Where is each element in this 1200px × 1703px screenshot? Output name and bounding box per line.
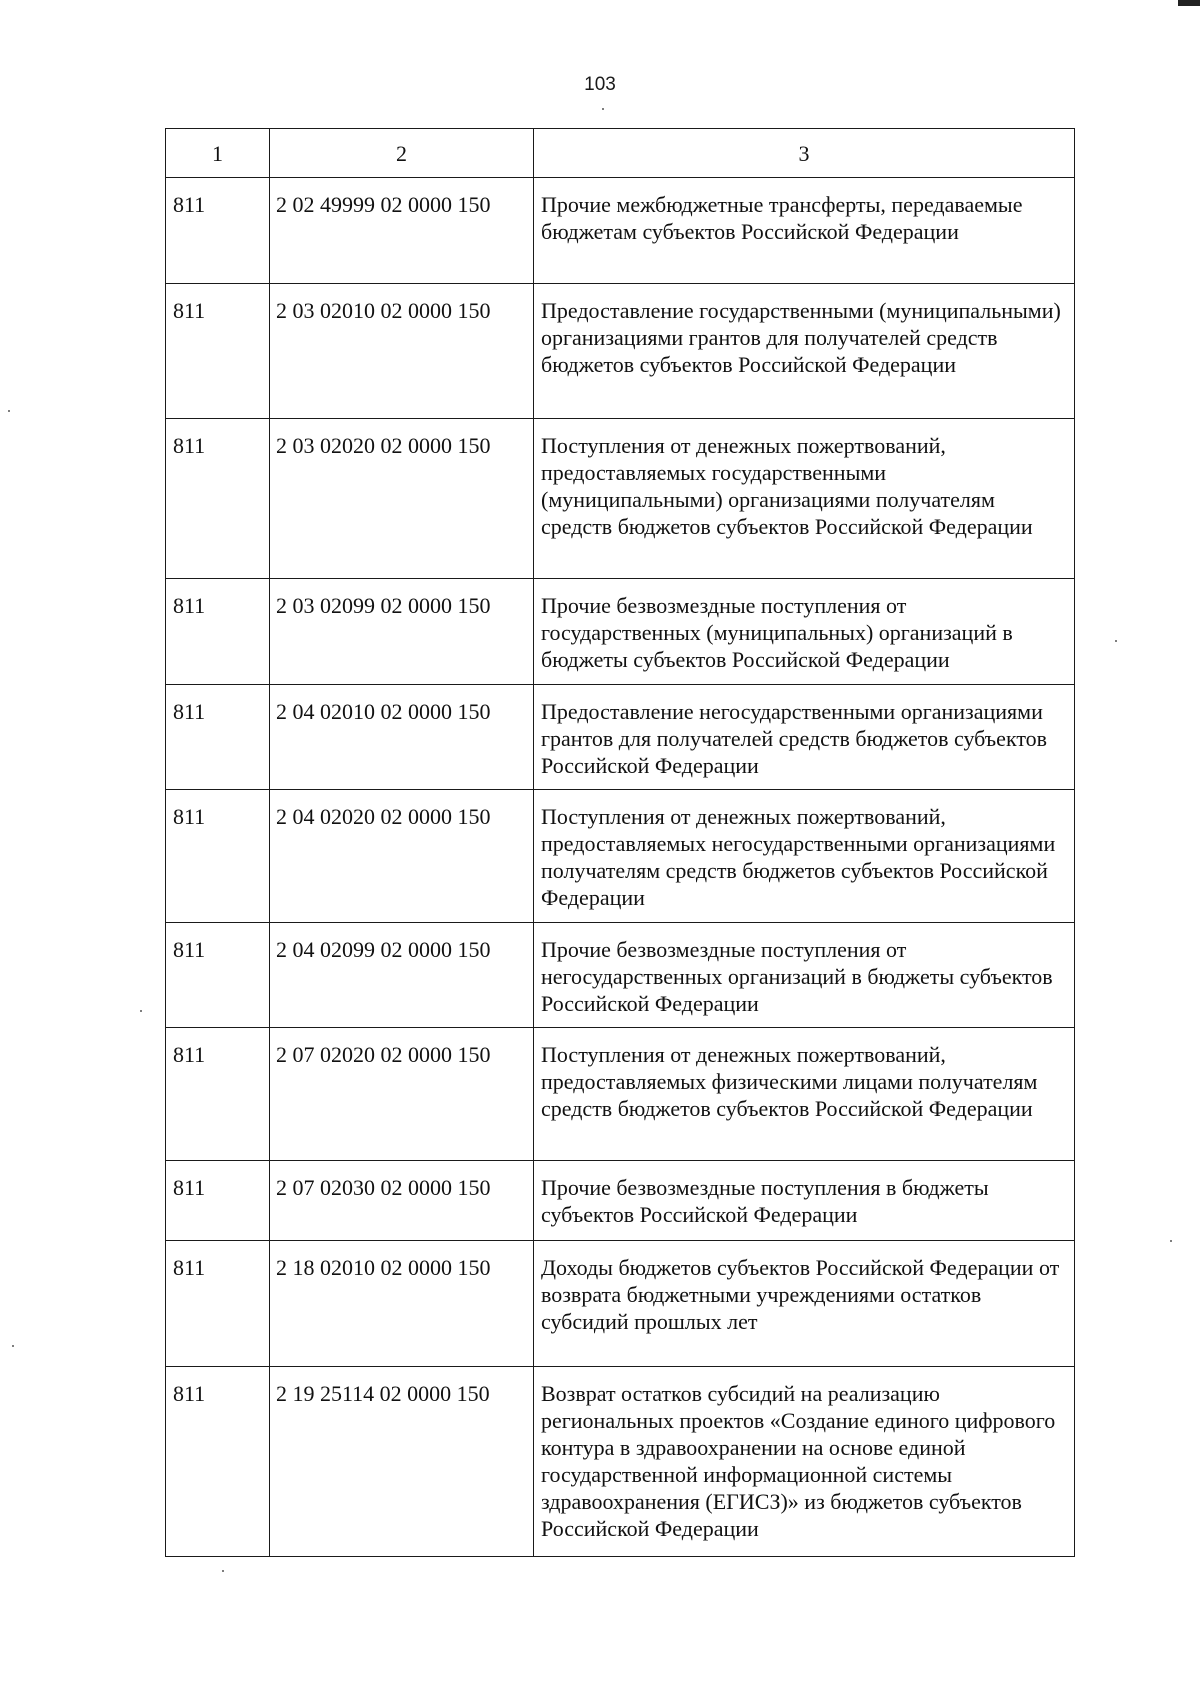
table-row [166, 419, 1075, 579]
revenue-name-cell: Доходы бюджетов субъектов Российской Федерации от возврата бюджетными учреждениями остатков субсидий прошлых лет [534, 1241, 1075, 1367]
budget-code-cell: 2 07 02020 02 0000 150 [270, 1028, 534, 1161]
budget-code-cell: 2 04 02010 02 0000 150 [270, 685, 534, 790]
revenue-name-cell: Прочие межбюджетные трансферты, передаваемые бюджетам субъектов Российской Федерации [534, 178, 1075, 284]
table-row [166, 1367, 1075, 1557]
scan-speck [12, 1345, 14, 1347]
budget-code-cell: 2 03 02099 02 0000 150 [270, 579, 534, 685]
revenue-name-cell: Прочие безвозмездные поступления от негосударственных организаций в бюджеты субъектов Российской Федерации [534, 923, 1075, 1028]
admin-code-cell: 811 [166, 284, 270, 419]
admin-code-cell: 811 [166, 1028, 270, 1161]
scan-speck [1115, 640, 1117, 642]
budget-code-cell: 2 18 02010 02 0000 150 [270, 1241, 534, 1367]
revenue-name-cell: Предоставление государственными (муниципальными) организациями грантов для получателей средств бюджетов субъектов Российской Федерации [534, 284, 1075, 419]
scan-speck [602, 108, 604, 110]
table-row [166, 1161, 1075, 1241]
table-row [166, 178, 1075, 284]
table-row [166, 1028, 1075, 1161]
table-row [166, 790, 1075, 923]
column-header-3: 3 [534, 129, 1075, 178]
admin-code-cell: 811 [166, 419, 270, 579]
scan-speck [1170, 1240, 1172, 1242]
revenue-name-cell: Поступления от денежных пожертвований, предоставляемых негосударственными организациями получателям средств бюджетов субъектов Российской Федерации [534, 790, 1075, 923]
table-header-row [166, 129, 1075, 178]
revenue-name-cell: Возврат остатков субсидий на реализацию региональных проектов «Создание единого цифрового контура в здравоохранении на основе единой государственной информационной системы здравоохранения (ЕГИСЗ)» из бюджетов субъектов Российской Федерации [534, 1367, 1075, 1557]
revenue-name-cell: Прочие безвозмездные поступления от государственных (муниципальных) организаций в бюджеты субъектов Российской Федерации [534, 579, 1075, 685]
revenue-name-cell: Прочие безвозмездные поступления в бюджеты субъектов Российской Федерации [534, 1161, 1075, 1241]
table-row [166, 579, 1075, 685]
revenue-name-cell: Поступления от денежных пожертвований, предоставляемых государственными (муниципальными) организациями получателям средств бюджетов субъектов Российской Федерации [534, 419, 1075, 579]
table-row [166, 685, 1075, 790]
budget-code-cell: 2 04 02099 02 0000 150 [270, 923, 534, 1028]
admin-code-cell: 811 [166, 923, 270, 1028]
admin-code-cell: 811 [166, 685, 270, 790]
admin-code-cell: 811 [166, 579, 270, 685]
scan-corner-mark [1178, 0, 1200, 6]
table-row [166, 284, 1075, 419]
admin-code-cell: 811 [166, 1367, 270, 1557]
scan-speck [140, 1010, 142, 1012]
scan-speck [222, 1570, 224, 1572]
page-number: 103 [584, 74, 616, 95]
column-header-1: 1 [166, 129, 270, 178]
column-header-2: 2 [270, 129, 534, 178]
revenue-name-cell: Предоставление негосударственными организациями грантов для получателей средств бюджетов субъектов Российской Федерации [534, 685, 1075, 790]
admin-code-cell: 811 [166, 1241, 270, 1367]
budget-code-cell: 2 04 02020 02 0000 150 [270, 790, 534, 923]
admin-code-cell: 811 [166, 1161, 270, 1241]
budget-code-cell: 2 03 02020 02 0000 150 [270, 419, 534, 579]
table-row [166, 1241, 1075, 1367]
scan-speck [8, 410, 10, 412]
budget-code-cell: 2 02 49999 02 0000 150 [270, 178, 534, 284]
budget-code-cell: 2 07 02030 02 0000 150 [270, 1161, 534, 1241]
revenue-name-cell: Поступления от денежных пожертвований, предоставляемых физическими лицами получателям средств бюджетов субъектов Российской Федерации [534, 1028, 1075, 1161]
budget-code-cell: 2 03 02010 02 0000 150 [270, 284, 534, 419]
budget-code-cell: 2 19 25114 02 0000 150 [270, 1367, 534, 1557]
budget-classification-table [165, 128, 1075, 1557]
admin-code-cell: 811 [166, 790, 270, 923]
table-row [166, 923, 1075, 1028]
admin-code-cell: 811 [166, 178, 270, 284]
